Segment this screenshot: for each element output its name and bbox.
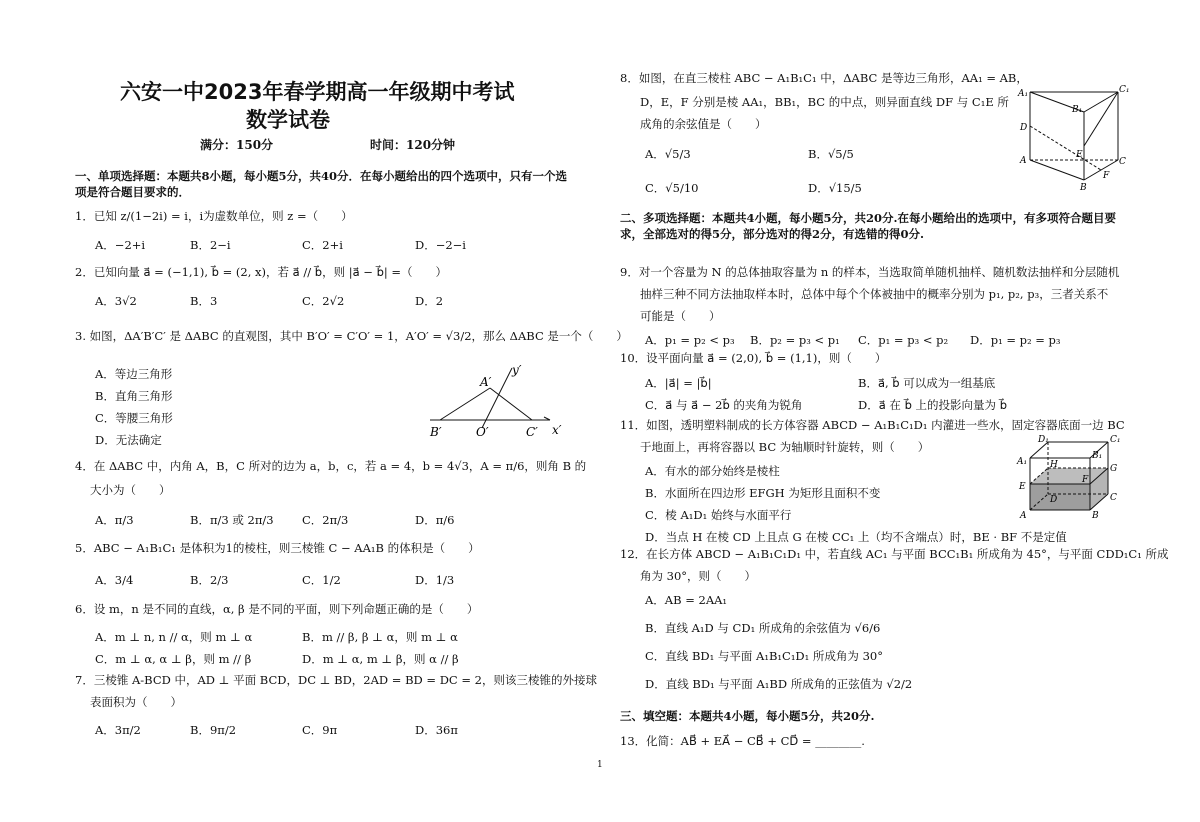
section-1-heading: 一、单项选择题：本题共8小题，每小题5分，共40分．在每小题给出的四个选项中，只有一个选项是符合题目要求的． [75,169,568,200]
q11-option-a: A．有水的部分始终是棱柱 [645,464,780,478]
q3-label-a: A′ [480,375,492,389]
q1-option-a: A．−2+i [95,238,146,252]
q9-option-c: C．p₁ = p₃ < p₂ [858,333,949,347]
q11-label-d: D [1050,495,1058,505]
q9-option-a: A．p₁ = p₂ < p₃ [645,333,735,347]
q11-label-f: F [1082,475,1089,485]
q8-option-b: B．√5/5 [808,147,854,161]
q11-label-c: C [1110,493,1117,503]
q8-label-b: B [1080,183,1087,193]
left-column [70,0,628,822]
q1-option-b: B．2−i [190,238,231,252]
q3-figure [420,360,575,442]
q11-figure [1016,434,1126,521]
q8-label-c1: C₁ [1119,85,1130,95]
q3-label-o: O′ [476,425,489,439]
q11-label-b: B [1092,511,1099,521]
q8-option-a: A．√5/3 [645,147,691,161]
q9-option-d: D．p₁ = p₂ = p₃ [970,333,1061,347]
q9-stem: 9．对一个容量为 N 的总体抽取容量为 n 的样本，当选取简单随机抽样、随机数法抽样和分层随机 [620,265,1120,279]
q4-stem-2: 大小为（ ） [90,483,171,497]
q2-stem: 2．已知向量 a⃗ = (−1,1), b⃗ = (2, x)，若 a⃗ // b⃗，则 |a⃗ − b⃗| =（ ） [75,265,448,279]
q13-stem: 13．化简：AB⃗ + EA⃗ − CB⃗ + CD⃗ = ________. [620,734,865,748]
q8-label-b1: B₁ [1072,105,1083,115]
q8-stem: 8．如图，在直三棱柱 ABC − A₁B₁C₁ 中，ΔABC 是等边三角形，AA₁ = AB， [620,71,1028,85]
q11-label-h: H [1050,460,1058,470]
q11-label-g: G [1110,464,1118,474]
q3-option-b: B．直角三角形 [95,389,173,403]
q10-stem: 10．设平面向量 a⃗ = (2,0), b⃗ = (1,1)，则（ ） [620,351,887,365]
q11-label-b1: B₁ [1092,451,1103,461]
q8-stem-3: 成角的余弦值是（ ） [640,117,767,131]
q8-figure [1018,82,1128,192]
q12-option-d: D．直线 BD₁ 与平面 A₁BD 所成角的正弦值为 √2/2 [645,677,913,691]
q11-stem: 11．如图，透明塑料制成的长方体容器 ABCD − A₁B₁C₁D₁ 内灌进一些水，固定容器底面一边 BC [620,418,1125,432]
q8-label-a: A [1020,156,1027,166]
q8-edge-ab [1030,160,1084,180]
q1-stem: 1．已知 z/(1−2i) = i，i为虚数单位，则 z =（ ） [75,209,353,223]
q12-option-a: A．AB = 2AA₁ [645,593,728,607]
q3-option-a: A．等边三角形 [95,367,173,381]
q4-option-c: C．2π/3 [302,513,349,527]
exam-time: 时间：120分钟 [370,138,456,152]
q12-stem-2: 角为 30°，则（ ） [640,569,757,583]
q11-stem-2: 于地面上，再将容器以 BC 为轴顺时针旋转，则（ ） [640,440,930,454]
q6-stem: 6．设 m，n 是不同的直线，α, β 是不同的平面，则下列命题正确的是（ ） [75,602,479,616]
q3-stem: 3. 如图，ΔA′B′C′ 是 ΔABC 的直观图，其中 B′O′ = C′O′ = 1，A′O′ = √3/2，那么 ΔABC 是一个（ ） [75,329,628,343]
q4-stem: 4．在 ΔABC 中，内角 A，B，C 所对的边为 a，b，c，若 a = 4，b = 4√3，A = π/6，则角 B 的 [75,459,587,473]
exam-subtitle: 数学试卷 [246,108,330,132]
q5-option-c: C．1/2 [302,573,341,587]
q4-option-a: A．π/3 [95,513,134,527]
q9-option-b: B．p₂ = p₃ < p₁ [750,333,840,347]
q3-label-c: C′ [526,425,538,439]
q3-side-ba [440,388,490,420]
q3-label-x: x′ [552,423,562,437]
right-column [620,0,1169,822]
q6-option-b: B．m // β, β ⊥ α，则 m ⊥ α [302,630,458,644]
q12-option-b: B．直线 A₁D 与 CD₁ 所成角的余弦值为 √6/6 [645,621,881,635]
q8-stem-2: D，E，F 分别是棱 AA₁，BB₁，BC 的中点，则异面直线 DF 与 C₁E 所 [640,95,1009,109]
q11-option-d: D．当点 H 在棱 CD 上且点 G 在棱 CC₁ 上（均不含端点）时，BE · BF 不是定值 [645,530,1067,544]
q8-label-f: F [1103,171,1110,181]
q8-label-d: D [1020,123,1028,133]
q9-stem-3: 可能是（ ） [640,309,721,323]
q4-option-d: D．π/6 [415,513,455,527]
q2-option-b: B．3 [190,294,218,308]
q8-label-c: C [1119,157,1126,167]
q12-stem: 12．在长方体 ABCD − A₁B₁C₁D₁ 中，若直线 AC₁ 与平面 BCC₁B₁ 所成角为 45°，与平面 CDD₁C₁ 所成 [620,547,1169,561]
q8-option-c: C．√5/10 [645,181,699,195]
q7-option-b: B．9π/2 [190,723,237,737]
q11-water-front [1030,484,1090,510]
q8-line-df [1030,126,1101,170]
full-score: 满分：150分 [200,138,274,152]
q10-option-d: D．a⃗ 在 b⃗ 上的投影向量为 b⃗ [858,398,1007,412]
q2-option-d: D．2 [415,294,444,308]
q1-option-d: D．−2−i [415,238,466,252]
q3-option-c: C．等腰三角形 [95,411,173,425]
q11-option-c: C．棱 A₁D₁ 始终与水面平行 [645,508,792,522]
q8-line-c1e [1084,92,1118,146]
q12-option-c: C．直线 BD₁ 与平面 A₁B₁C₁D₁ 所成角为 30° [645,649,883,663]
q5-stem: 5．ABC − A₁B₁C₁ 是体积为1的棱柱，则三棱锥 C − AA₁B 的体积是（ ） [75,541,480,555]
q11-label-e: E [1019,482,1026,492]
q7-option-c: C．9π [302,723,338,737]
q10-option-c: C．a⃗ 与 a⃗ − 2b⃗ 的夹角为锐角 [645,398,803,412]
q6-option-c: C．m ⊥ α, α ⊥ β，则 m // β [95,652,252,666]
q11-label-a: A [1020,511,1027,521]
q6-option-d: D．m ⊥ α, m ⊥ β，则 α // β [302,652,459,666]
q1-option-c: C．2+i [302,238,343,252]
q7-stem: 7．三棱锥 A-BCD 中，AD ⊥ 平面 BCD，DC ⊥ BD，2AD = BD = DC = 2，则该三棱锥的外接球 [75,673,597,687]
q8-label-a1: A₁ [1018,89,1029,99]
q8-edge-b1c1 [1084,92,1118,112]
q4-option-b: B．π/3 或 2π/3 [190,513,274,527]
exam-title: 六安一中2023年春学期高一年级期中考试 [120,80,515,104]
q9-stem-2: 抽样三种不同方法抽取样本时，总体中每个个体被抽中的概率分别为 p₁, p₂, p₃，三者关系不 [640,287,1109,301]
q11-label-d1: D₁ [1038,435,1049,445]
q2-option-a: A．3√2 [95,294,137,308]
q6-option-a: A．m ⊥ n, n // α，则 m ⊥ α [95,630,253,644]
q2-option-c: C．2√2 [302,294,345,308]
q7-stem-2: 表面积为（ ） [90,695,182,709]
q5-option-d: D．1/3 [415,573,455,587]
q3-label-y: y′ [512,363,522,377]
q11-label-a1: A₁ [1017,457,1028,467]
q8-label-e: E [1076,150,1083,160]
q11-option-b: B．水面所在四边形 EFGH 为矩形且面积不变 [645,486,881,500]
q5-option-b: B．2/3 [190,573,229,587]
page-number: 1 [597,760,603,770]
q3-side-ac [490,388,532,420]
q8-option-d: D．√15/5 [808,181,862,195]
q3-label-b: B′ [430,425,442,439]
q11-label-c1: C₁ [1110,435,1121,445]
q5-option-a: A．3/4 [95,573,134,587]
q3-option-d: D．无法确定 [95,433,162,447]
q10-option-b: B．a⃗, b⃗ 可以成为一组基底 [858,376,996,390]
q7-option-a: A．3π/2 [95,723,141,737]
section-2-heading: 二、多项选择题：本题共4小题，每小题5分，共20分.在每小题给出的选项中，有多项符合题目要求，全部选对的得5分，部分选对的得2分，有选错的得0分. [620,211,1117,242]
section-3-heading: 三、填空题：本题共4小题，每小题5分，共20分. [620,709,875,723]
q7-option-d: D．36π [415,723,458,737]
q10-option-a: A．|a⃗| = |b⃗| [645,376,712,390]
